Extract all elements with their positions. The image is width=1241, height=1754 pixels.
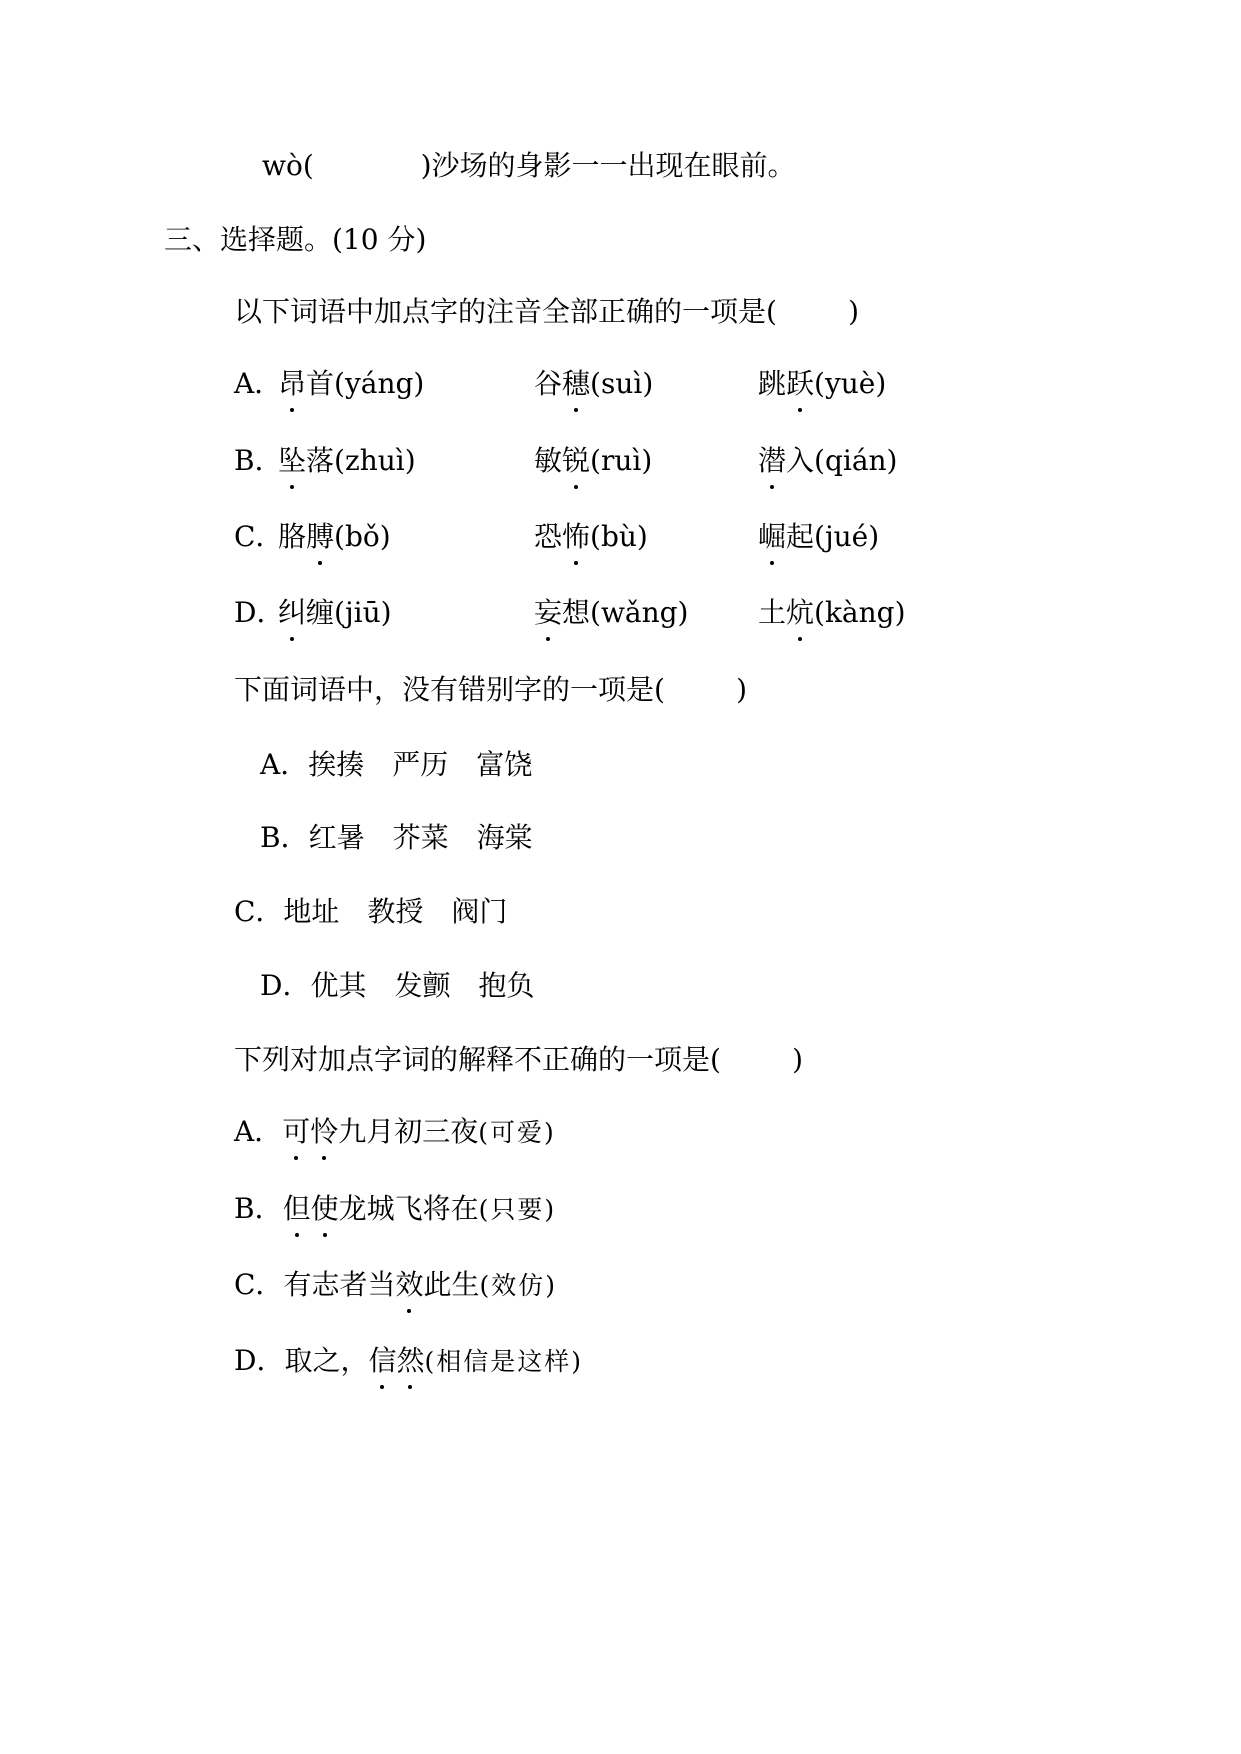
- sentence-rest: )沙场的身影一一出现在眼前。: [420, 149, 796, 182]
- q1-c-word3: 崛起(jué): [758, 517, 879, 557]
- q1-d-word2: 妄想(wǎng): [534, 593, 688, 633]
- dotted-char: 然: [396, 1341, 424, 1381]
- pinyin-prompt: wò(: [262, 149, 314, 182]
- q1-d-word1: 纠缠(jiū): [278, 593, 392, 633]
- dotted-char: 使: [311, 1189, 339, 1229]
- q3-option-c[interactable]: C．有志者当效此生(效仿): [234, 1265, 557, 1306]
- dotted-char: 可: [282, 1112, 310, 1152]
- q1-d-word3: 土炕(kàng): [758, 593, 906, 633]
- q1-b-label: B．: [234, 444, 283, 477]
- dotted-char: 但: [283, 1189, 311, 1229]
- q1-a-word3: 跳跃(yuè): [758, 364, 886, 404]
- q3-option-a[interactable]: A．可怜九月初三夜(可爱): [234, 1112, 556, 1153]
- q3-option-d[interactable]: D．取之，信然(相信是这样): [234, 1341, 583, 1382]
- dotted-char: 效: [395, 1265, 423, 1305]
- q1-a-label: A．: [234, 367, 283, 400]
- q2-option-a[interactable]: A．挨揍 严历 富饶: [260, 748, 533, 781]
- q1-c-label: C．: [234, 520, 284, 553]
- q1-c-word2: 恐怖(bù): [534, 517, 648, 557]
- q3-stem: 下列对加点字词的解释不正确的一项是( ): [234, 1043, 804, 1076]
- q1-b-word3: 潜入(qián): [758, 441, 897, 481]
- q1-a-word1: 昂首(yáng): [278, 364, 424, 404]
- q2-stem: 下面词语中，没有错别字的一项是( ): [234, 673, 748, 706]
- section-title: 三、选择题。(10 分): [164, 223, 427, 256]
- q2-option-c[interactable]: C．地址 教授 阀门: [234, 895, 508, 928]
- answer-blank[interactable]: [314, 149, 421, 182]
- q1-b-word1: 坠落(zhuì): [278, 441, 416, 481]
- q1-c-word1: 胳膊(bǒ): [278, 517, 391, 557]
- q1-stem: 以下词语中加点字的注音全部正确的一项是( ): [234, 295, 860, 328]
- q1-b-word2: 敏锐(ruì): [534, 441, 652, 481]
- fill-blank-line: [262, 146, 796, 186]
- q2-option-b[interactable]: B．红暑 芥菜 海棠: [260, 821, 533, 854]
- dotted-char: 怜: [310, 1112, 338, 1152]
- dotted-char: 信: [368, 1341, 396, 1381]
- q3-option-b[interactable]: B．但使龙城飞将在(只要): [234, 1189, 556, 1230]
- q1-a-word2: 谷穗(suì): [534, 364, 653, 404]
- q1-d-label: D．: [234, 596, 285, 629]
- q2-option-d[interactable]: D．优其 发颤 抱负: [260, 969, 535, 1002]
